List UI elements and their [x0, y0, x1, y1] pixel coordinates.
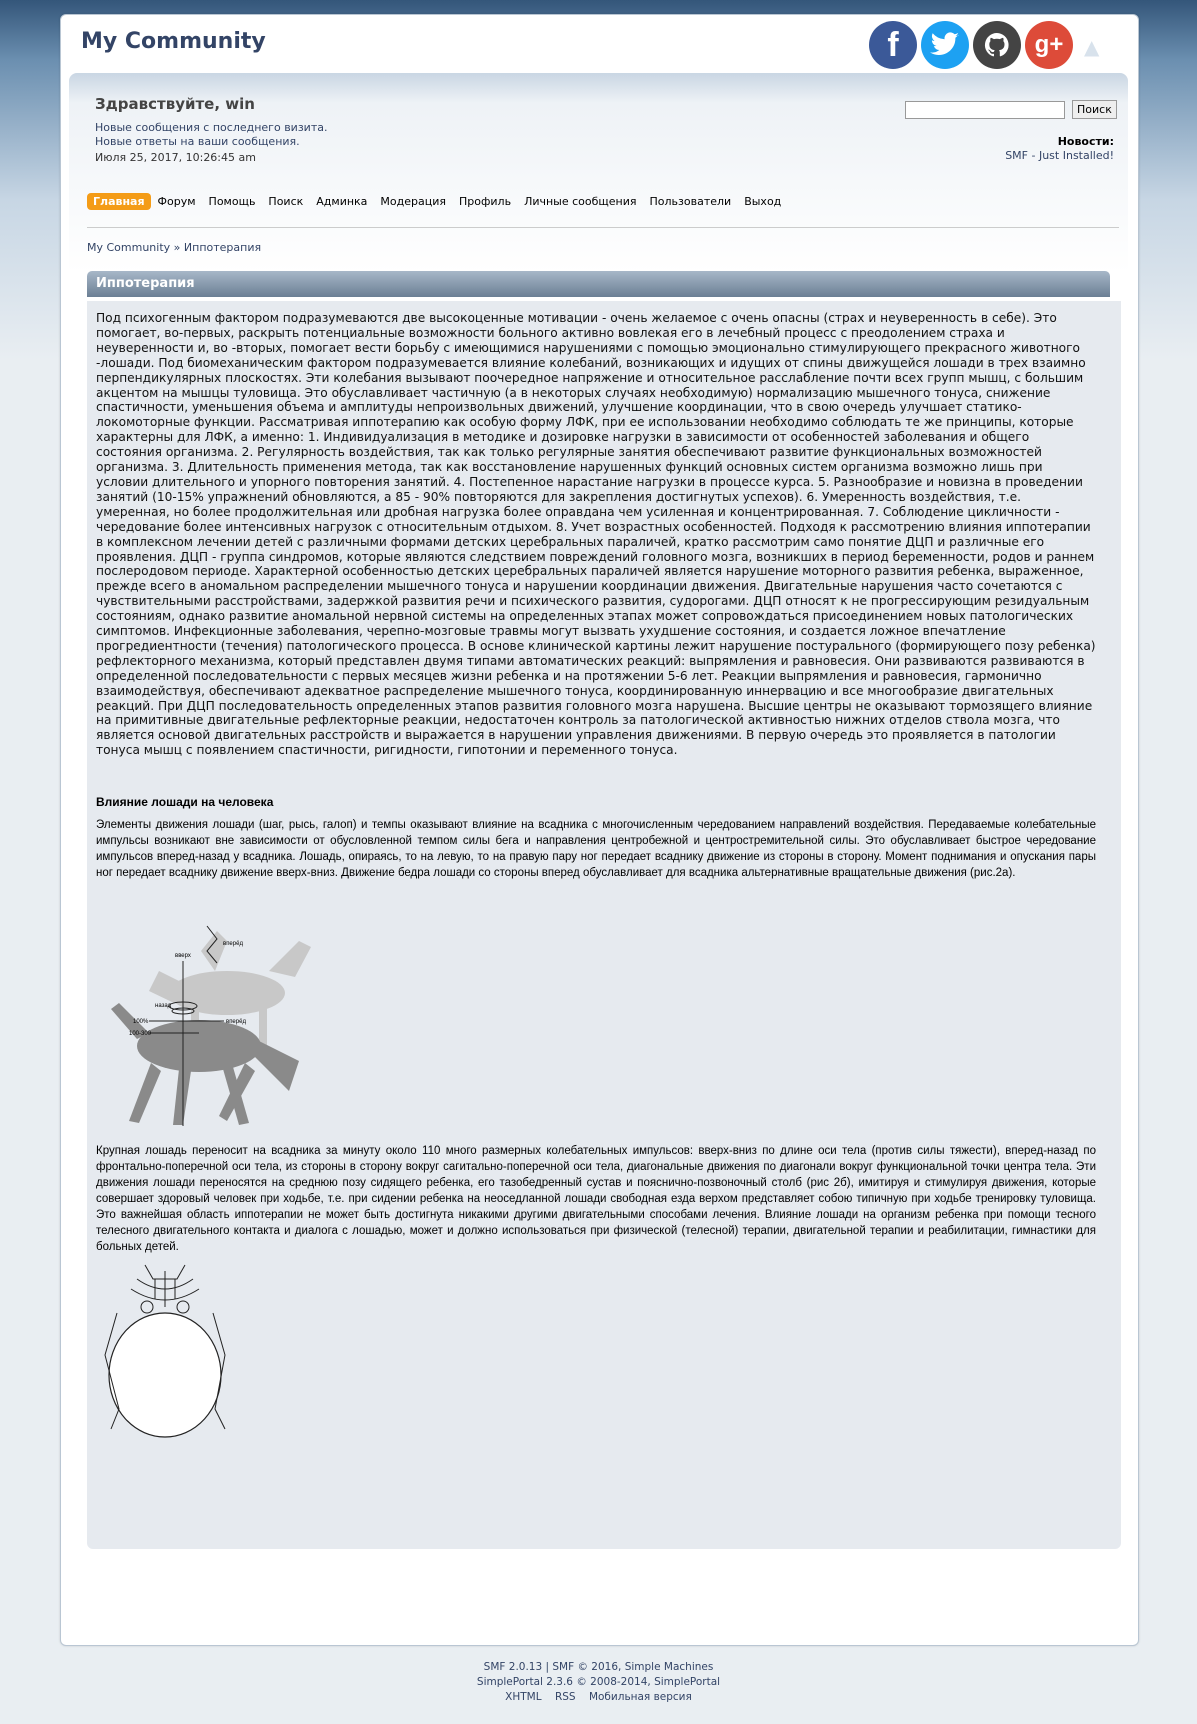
article-paragraph: Под психогенным фактором подразумеваются две высокоценные мотивации - очень желаемое с очень опасны (страх и неуверенность в себе). Это помогает, во-первых, раскрыть потенциальные возможности больного активно вовлекая его в лечебный процесс с преодолением страха и неуверенности и, во -вторых, помогает вести борьбу с имеющимися нарушениями с помощью эмоционально стимулирующего прекрасного животного -лошади. Под биомеханическим фактором подразумевается влияние колебаний, возникающих и идущих от спины движущейся лошади в трех взаимно перпендикулярных плоскостях. Эти колебания вызывают поочередное напряжение и относительное расслабление почти всех групп мышц, с большим акцентом на мышцы туловища. Это обуславливает частичную (а в некоторых случаях необходимую) нормализацию мышечного тонуса, снижение спастичности, уменьшения объема и амплитуды непроизвольных движений, улучшение координации, что в свою очередь улучшает статико-локомоторные функции. Рассматривая иппотерапию как особую форму ЛФК, при ее использовании необходимо соблюдать те же принципы, которые характерны для ЛФК, а именно: 1. Индивидуализация в методике и дозировке нагрузки в зависимости от особенностей заболевания и общего состояния организма. 2. Регулярность воздействия, так как только регулярные занятия обеспечивают развитие функциональных возможностей организма. 3. Длительность применения метода, так как восстановление нарушенных функций основных систем организма возможно лишь при условии длительного и упорного повторения занятий. 4. Постепенное нарастание нагрузки в процессе курса. 5. Разнообразие и новизна в проведении занятий (10-15% упражнений обновляются, а 85 - 90% повторяются для закрепления достигнутых успехов). 6. Умеренность воздействия, т.е. умеренная, но более продолжительная или дробная нагрузка более оправдана чем усиленная и концентрированная. 7. Соблюдение цикличности - чередование более интенсивных нагрузок с относительным отдыхом. 8. Учет возрастных особенностей. Подходя к рассмотрению влияния иппотерапии в комплексном лечении детей с различными формами детских церебральных параличей, кратко рассмотрим само понятие ДЦП и различные его проявления. ДЦП - группа синдромов, которые являются следствием повреждений головного мозга, возникших в период беременности, родов и раннем послеродовом периоде. Характерной особенностью детских церебральных параличей является нарушение моторного развития ребенка, выраженное, прежде всего в аномальном распределении мышечного тонуса и нарушении координации движения. Двигательные нарушения часто сочетаются с чувствительными расстройствами, задержкой развития речи и психического развития, судорогами. ДЦП относят к не прогрессирующим резидуальным состояниям, однако развитие аномальной нервной системы на определенных этапах может сопровождаться присоединением новых патологических симптомов. Инфекционные заболевания, черепно-мозговые травмы могут вызвать ухудшение состояния, и создается ложное впечатление прогредиентности (течения) патологического процесса. В основе клинической картины лежит нарушение постурального (формирующего позу ребенка) рефлекторного механизма, который представлен двумя типами автоматических реакций: выпрямления и равновесия. Они развиваются развиваются в определенной последовательности с первых месяцев жизни ребенка и на протяжении 5-6 лет. Реакции выпрямления и равновесия, гармонично взаимодействуя, обеспечивают адекватное распределение мышечного тонуса, координированную иннервацию и все многообразие двигательных реакций. При ДЦП последовательность определенных этапов развития головного мозга нарушена. Высшие центры не оказывают тормозящего влияние на примитивные двигательные рефлекторные реакции, недостаточен контроль за патологической активностью нижних отделов ствола мозга, что является основой двигательных расстройств и выражается в нарушении управления движениями. В первую очередь это проявляется в патологии тонуса мышц с появлением спастичности, ригидности, гипотонии и переменного тонуса.: [96, 311, 1096, 758]
footer-mobile-link[interactable]: Мобильная версия: [588, 1691, 692, 1703]
main-menu: [87, 193, 788, 210]
breadcrumb: [87, 241, 261, 254]
menu-item-logout[interactable]: Выход: [744, 195, 782, 208]
user-greeting: Здравствуйте, win: [95, 95, 255, 113]
divider: [87, 227, 1119, 228]
article-paragraph-3: Крупная лошадь переносит на всадника за минуту около 110 много размерных колебательных импульсов: вверх-вниз по длине оси тела (против силы тяжести), вперед-назад по фронтально-поперечной оси тела, из стороны в сторону вокруг сагитально-поперечной оси тела, диагональные движения по диагонали вокруг функциональной точки центра тела. Эти движения лошади переносятся на среднюю позу сидящего ребенка, его тазобедренный сустав и пояснично-позвоночный столб (рис 2б), имитируя и стимулируя движения, которые совершает здоровый человек при ходьбе, т.е. при сидении ребенка на неоседланной лошади свободная езда верхом представляет собою типичную при ходьбе тренировку туловища. Это важнейшая область иппотерапии не может быть достигнута никакими другими двигательными способами лечения. Влияние лошади на организм ребенка при помощи тесного телесного двигательного контакта и диалога с лошадью, может и должно использоваться при физической (телесной) терапии, двигательной терапии и реабилитации, гимнастики для больных детей.: [96, 1145, 1096, 1253]
breadcrumb-separator: »: [173, 241, 181, 254]
upper-section: [69, 73, 1128, 1623]
news-label: Новости:: [1057, 135, 1114, 148]
fig1-label-4: вперёд: [226, 1019, 246, 1025]
footer-simpleportal[interactable]: SimplePortal 2.3.6 © 2008-2014, SimplePortal: [476, 1676, 721, 1688]
footer: [0, 1660, 1197, 1705]
menu-item-members[interactable]: Пользователи: [649, 195, 732, 208]
googleplus-icon[interactable]: g+: [1025, 21, 1073, 69]
menu-item-messages[interactable]: Личные сообщения: [524, 195, 637, 208]
horse-motion-figure: [99, 911, 319, 1136]
github-icon[interactable]: [973, 21, 1021, 69]
page-content: [87, 301, 1121, 1549]
new-posts-link[interactable]: Новые сообщения с последнего визита.: [95, 121, 328, 134]
footer-rss-link[interactable]: RSS: [554, 1691, 576, 1703]
footer-xhtml-link[interactable]: XHTML: [505, 1691, 542, 1703]
page-title: Иппотерапия: [87, 271, 1110, 297]
menu-item-forum[interactable]: Форум: [157, 195, 196, 208]
menu-item-moderation[interactable]: Модерация: [380, 195, 446, 208]
pelvis-figure: [97, 1259, 237, 1439]
social-icons: [869, 21, 1073, 69]
fig1-label-5: 100-300: [129, 1031, 152, 1037]
search-input[interactable]: [905, 101, 1065, 119]
article-paragraph-2: Элементы движения лошади (шаг, рысь, галоп) и темпы оказывают влияние на всадника с многочисленным чередованием направлений воздействия. Передаваемые колебательные импульсы возникают вне зависимости от обусловленной темпом силы бега и направления центробежной и центростремительной силы. Это обуславливает быстрое чередование импульсов вперед-назад у всадника. Лошадь, опираясь, то на левую, то на правую пару ног передает всаднику движение из стороны в сторону. Момент поднимания и опускания пары ног передает всаднику движение вверх-вниз. Движение бедра лошади со стороны вперед обуславливает для всадника альтернативные вращательные движения (рис.2а).: [96, 819, 1096, 879]
fig1-label-1: вверх: [175, 953, 191, 959]
menu-item-search[interactable]: Поиск: [268, 195, 304, 208]
forum-wrapper: [60, 14, 1139, 1646]
collapse-header-icon[interactable]: ▲: [1084, 35, 1100, 59]
menu-item-home[interactable]: Главная: [87, 193, 151, 210]
twitter-icon[interactable]: [921, 21, 969, 69]
footer-links: [0, 1690, 1197, 1705]
footer-smf[interactable]: SMF 2.0.13 | SMF © 2016, Simple Machines: [483, 1661, 714, 1673]
news-text: SMF - Just Installed!: [1005, 149, 1114, 162]
new-replies-link[interactable]: Новые ответы на ваши сообщения.: [95, 135, 300, 148]
fig1-label-2: 100%: [133, 1019, 149, 1025]
fig1-label-top: вперёд: [223, 941, 243, 947]
facebook-icon[interactable]: f: [869, 21, 917, 69]
menu-item-profile[interactable]: Профиль: [459, 195, 512, 208]
menu-item-help[interactable]: Помощь: [208, 195, 256, 208]
breadcrumb-current[interactable]: Иппотерапия: [183, 241, 262, 254]
forum-title[interactable]: My Community: [81, 29, 266, 54]
current-time: Июля 25, 2017, 10:26:45 am: [95, 151, 256, 164]
section-heading: Влияние лошади на человека: [96, 795, 274, 809]
search-button[interactable]: Поиск: [1072, 100, 1117, 119]
fig1-label-3: назад: [155, 1003, 172, 1009]
breadcrumb-home[interactable]: My Community: [87, 241, 171, 254]
menu-item-admin[interactable]: Админка: [316, 195, 368, 208]
